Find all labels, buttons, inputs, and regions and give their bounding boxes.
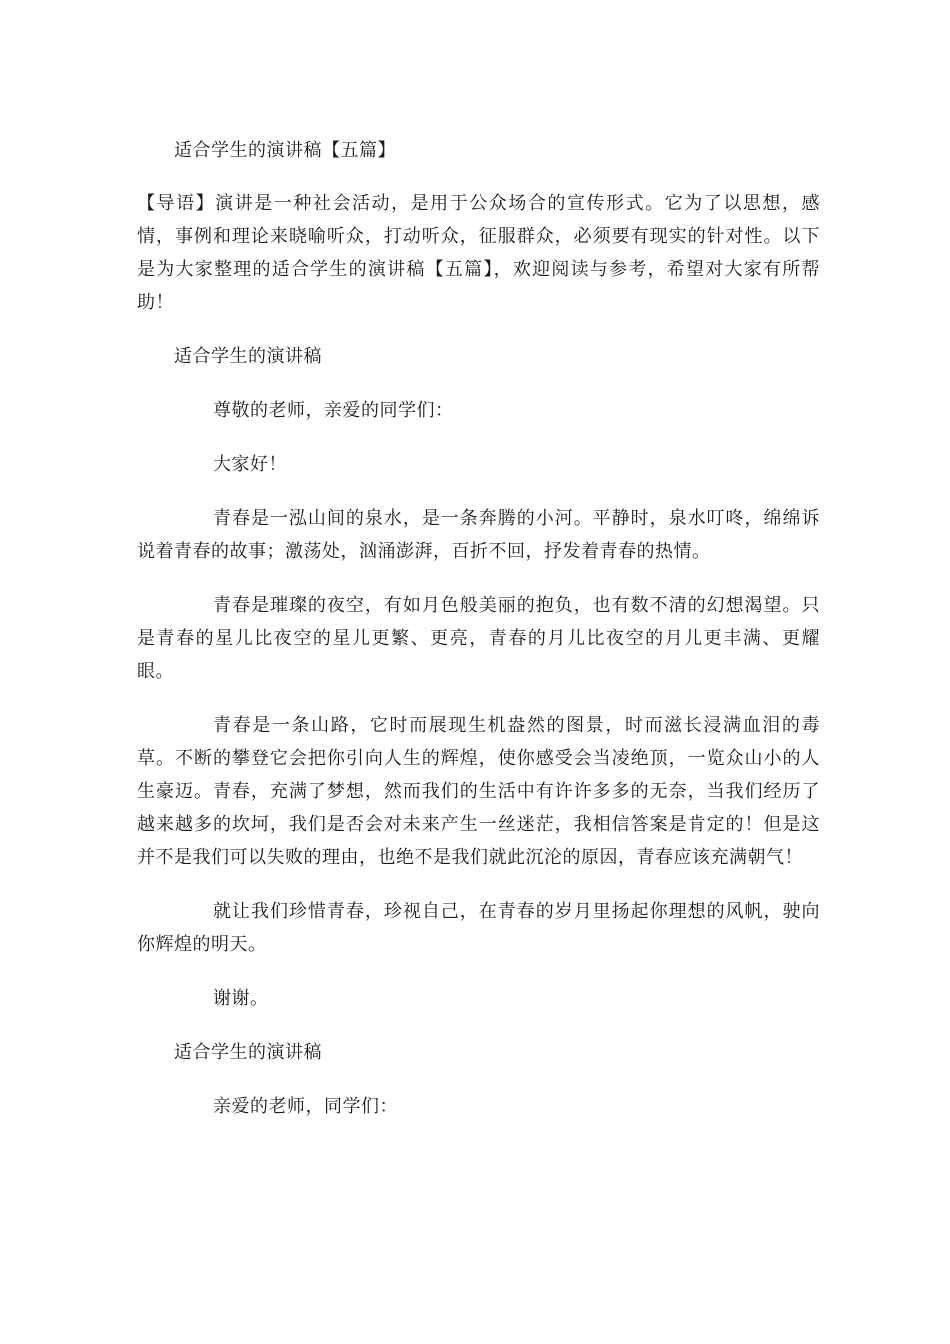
- section-1-paragraph-1: 青春是一泓山间的泉水，是一条奔腾的小河。平静时，泉水叮咚，绵绵诉说着青春的故事；激荡处，汹涌澎湃，百折不回，抒发着青春的热情。: [137, 508, 820, 562]
- section-1-paragraph-4: 就让我们珍惜青春，珍视自己，在青春的岁月里扬起你理想的风帆，驶向你辉煌的明天。: [137, 901, 820, 955]
- section-1-paragraph-3: 青春是一条山路，它时而展现生机盎然的图景，时而滋长浸满血泪的毒草。不断的攀登它会把你引向人生的辉煌，使你感受会当凌绝顶，一览众山小的人生豪迈。青春，充满了梦想，然而我们的生活中有许许多多的无奈，当我们经历了越来越多的坎坷，我们是否会对未来产生一丝迷茫，我相信答案是肯定的！但是这并不是我们可以失败的理由，也绝不是我们就此沉沦的原因，青春应该充满朝气！: [137, 715, 820, 868]
- section-1-paragraph-2: 青春是璀璨的夜空，有如月色般美丽的抱负，也有数不清的幻想渴望。只是青春的星儿比夜空的星儿更繁、更亮，青春的月儿比夜空的月儿更丰满、更耀眼。: [137, 595, 820, 682]
- section-1-closing: 谢谢。: [213, 988, 269, 1009]
- intro-paragraph: 【导语】演讲是一种社会活动，是用于公众场合的宣传形式。它为了以思想，感情，事例和理论来晓喻听众，打动听众，征服群众，必须要有现实的针对性。以下是为大家整理的适合学生的演讲稿【五篇】，欢迎阅读与参考，希望对大家有所帮助！: [137, 193, 820, 313]
- document-title: 适合学生的演讲稿【五篇】: [174, 140, 396, 161]
- section-2-greeting: 亲爱的老师，同学们：: [213, 1096, 398, 1117]
- section-1-hello: 大家好！: [213, 454, 287, 475]
- section-1-greeting: 尊敬的老师，亲爱的同学们：: [213, 400, 454, 421]
- section-2-heading: 适合学生的演讲稿: [174, 1042, 322, 1063]
- section-1-heading: 适合学生的演讲稿: [174, 346, 322, 367]
